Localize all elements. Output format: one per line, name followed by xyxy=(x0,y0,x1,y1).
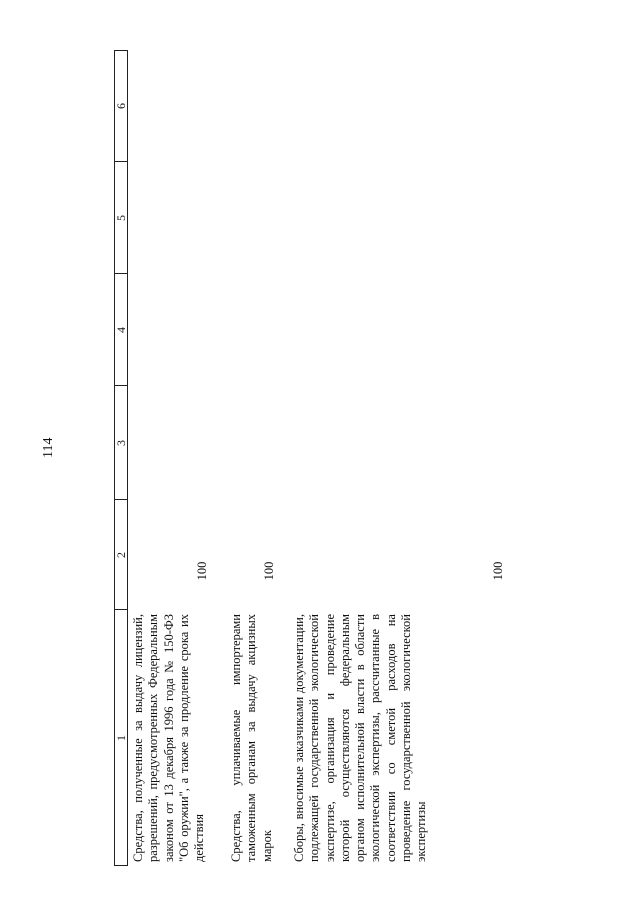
table-header-row xyxy=(114,50,128,866)
row-2-description: Средства, уплачиваемые импортерами таможенным органам за выдачу акцизных марок xyxy=(229,614,274,862)
row-2-value: 100 xyxy=(262,561,276,581)
column-divider-4 xyxy=(114,273,128,274)
column-header-4: 4 xyxy=(114,327,128,333)
row-3-description: Сборы, вносимые заказчиками документации, подлежащей государственной экологической экспертизе, организация и проведение которой осуществляются федеральным органом исполнительной власти в области экологической экспертизы, рассчитанные в соответствии со сметой расходов на проведение государственной экологической экспертизы xyxy=(292,614,429,862)
column-divider-5 xyxy=(114,161,128,162)
border-left xyxy=(114,865,128,866)
column-divider-2 xyxy=(114,499,128,500)
row-1-description: Средства, полученные за выдачу лицензий, разрешений, предусмотренных Федеральным законом от 13 декабря 1996 года № 150-ФЗ "Об оружии", а также за продление срока их действия xyxy=(131,614,207,862)
column-divider-1 xyxy=(114,609,128,610)
row-3-value: 100 xyxy=(491,561,505,581)
page-number: 114 xyxy=(41,437,56,458)
border-right xyxy=(114,50,128,51)
column-header-3: 3 xyxy=(114,440,128,446)
column-header-1: 1 xyxy=(114,735,128,741)
row-1-value: 100 xyxy=(195,561,209,581)
column-header-5: 5 xyxy=(114,215,128,221)
column-header-6: 6 xyxy=(114,103,128,109)
column-divider-3 xyxy=(114,385,128,386)
column-header-2: 2 xyxy=(114,552,128,558)
